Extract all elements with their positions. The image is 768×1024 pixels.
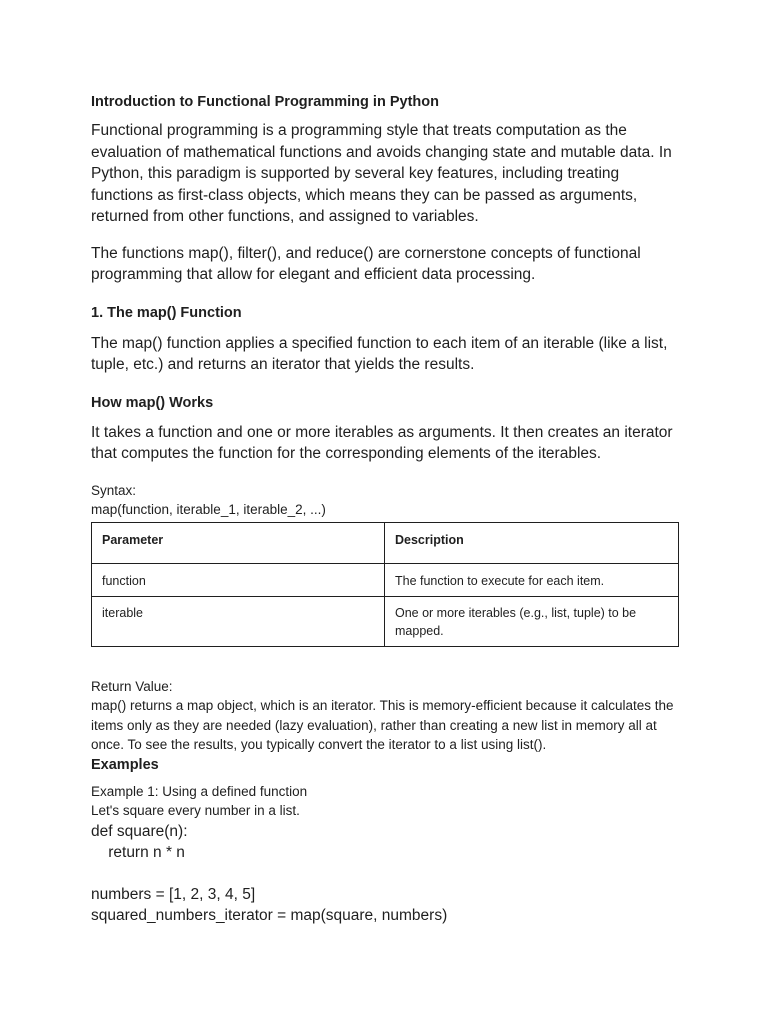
table-header-cell: Description — [385, 522, 679, 563]
example1-description: Let's square every number in a list. — [91, 803, 300, 818]
table-cell: iterable — [92, 596, 385, 646]
how-map-works-heading: How map() Works — [91, 394, 214, 411]
map-description: The map() function applies a specified function to each item of an iterable (like a list, tuple, etc.) and returns an iterator that yields the results. — [91, 334, 668, 373]
table-cell: function — [92, 563, 385, 596]
syntax-text: map(function, iterable_1, iterable_2, ...) — [91, 502, 326, 517]
document-title: Introduction to Functional Programming in Python — [91, 94, 439, 110]
how-map-works-text: It takes a function and one or more iterables as arguments. It then creates an iterator that computes the function for the corresponding elements of the iterables. — [91, 423, 673, 462]
code-line: return n * n — [91, 843, 185, 861]
table-header-row — [92, 522, 679, 563]
table-cell: One or more iterables (e.g., list, tuple) to be mapped. — [385, 596, 679, 646]
table-row — [92, 596, 679, 646]
table-header-cell: Parameter — [92, 522, 385, 563]
parameters-table — [91, 522, 679, 647]
table-row — [92, 563, 679, 596]
intro-paragraph: Functional programming is a programming style that treats computation as the evaluation of mathematical functions and avoids changing state and mutable data. In Python, this paradigm is supported by several key features, including treating functions as first-class objects, which means they can be passed as arguments, returned from other functions, and assigned to variables. — [91, 122, 672, 225]
code-block — [91, 821, 680, 926]
code-line: def square(n): — [91, 822, 188, 840]
return-value-label: Return Value: — [91, 678, 173, 694]
cornerstone-paragraph: The functions map(), filter(), and reduce() are cornerstone concepts of functional programming that allow for elegant and efficient data processing. — [91, 244, 641, 283]
return-value-text: map() returns a map object, which is an iterator. This is memory-efficient because it calculates the items only as they are needed (lazy evaluation), rather than creating a new list in memory all at once. To see the results, you typically convert the iterator to a list using list(). — [91, 698, 674, 752]
examples-heading: Examples — [91, 756, 159, 773]
syntax-label: Syntax: — [91, 482, 137, 498]
code-line: numbers = [1, 2, 3, 4, 5] — [91, 885, 256, 903]
table-cell: The function to execute for each item. — [385, 563, 679, 596]
code-line — [91, 863, 680, 884]
map-section-heading: 1. The map() Function — [91, 304, 242, 321]
example1-title: Example 1: Using a defined function — [91, 783, 308, 799]
code-line: squared_numbers_iterator = map(square, numbers) — [91, 906, 448, 924]
